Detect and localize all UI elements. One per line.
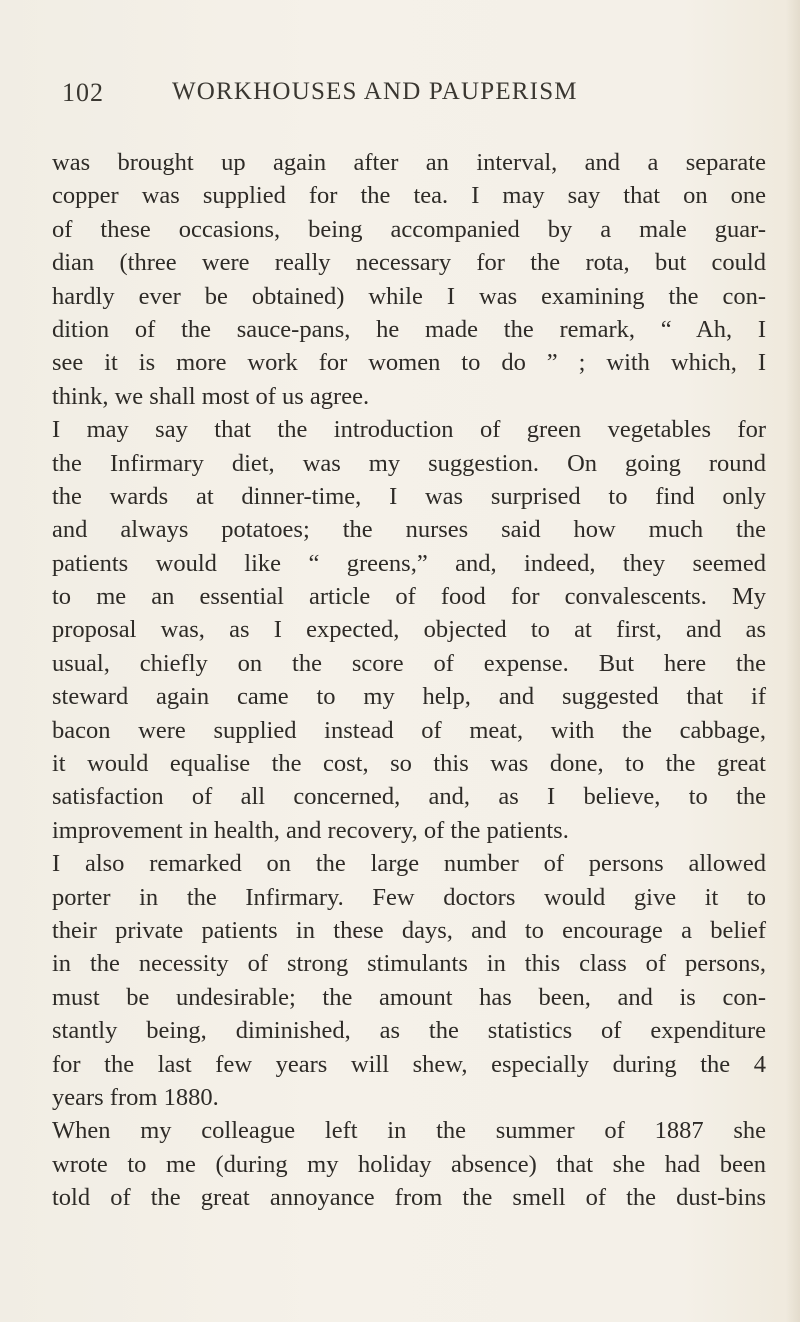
text-line: wrote to me (during my holiday absence) that she had been: [52, 1150, 766, 1178]
text-line: hardly ever be obtained) while I was examining the con-: [52, 282, 766, 310]
text-line: and always potatoes; the nurses said how much the: [52, 516, 766, 544]
page-number: 102: [62, 78, 104, 107]
text-line: think, we shall most of us agree.: [52, 382, 370, 410]
text-line: satisfaction of all concerned, and, as I believe, to the: [52, 783, 766, 811]
text-line: dition of the sauce-pans, he made the remark, “ Ah, I: [52, 315, 766, 343]
text-line: in the necessity of strong stimulants in this class of persons,: [52, 950, 766, 978]
text-line: to me an essential article of food for convalescents. My: [52, 583, 766, 611]
running-title: WORKHOUSES AND PAUPERISM: [172, 78, 578, 105]
text-line: years from 1880.: [52, 1083, 219, 1111]
page-header: [0, 78, 800, 118]
text-line: for the last few years will shew, especially during the 4: [52, 1050, 766, 1078]
text-line: bacon were supplied instead of meat, with the cabbage,: [52, 716, 766, 744]
text-line: see it is more work for women to do ” ; with which, I: [52, 349, 766, 377]
text-line: proposal was, as I expected, objected to at first, and as: [52, 616, 766, 644]
text-line: copper was supplied for the tea. I may say that on one: [52, 182, 766, 210]
text-line: their private patients in these days, and to encourage a belief: [52, 916, 766, 944]
text-line: told of the great annoyance from the smell of the dust-bins: [52, 1184, 766, 1212]
text-line: dian (three were really necessary for the rota, but could: [52, 249, 766, 277]
text-line: patients would like “ greens,” and, indeed, they seemed: [52, 549, 766, 577]
text-line: stantly being, diminished, as the statistics of expenditure: [52, 1017, 766, 1045]
text-line: must be undesirable; the amount has been, and is con-: [52, 983, 766, 1011]
text-line: I also remarked on the large number of persons allowed: [52, 850, 766, 878]
text-line: When my colleague left in the summer of 1887 she: [52, 1117, 766, 1145]
text-line: was brought up again after an interval, and a separate: [52, 149, 766, 176]
text-line: usual, chiefly on the score of expense. But here the: [52, 649, 766, 677]
text-line: porter in the Infirmary. Few doctors would give it to: [52, 883, 766, 911]
text-line: steward again came to my help, and suggested that if: [52, 683, 766, 711]
text-line: I may say that the introduction of green vegetables for: [52, 416, 766, 444]
page-edge-shadow: [786, 0, 800, 1322]
text-line: the Infirmary diet, was my suggestion. On going round: [52, 449, 766, 477]
text-line: of these occasions, being accompanied by a male guar-: [52, 215, 766, 243]
text-line: it would equalise the cost, so this was done, to the great: [52, 750, 766, 778]
text-line: improvement in health, and recovery, of the patients.: [52, 816, 569, 844]
text-line: the wards at dinner-time, I was surprised to find only: [52, 482, 766, 510]
body-text: [52, 146, 766, 1215]
